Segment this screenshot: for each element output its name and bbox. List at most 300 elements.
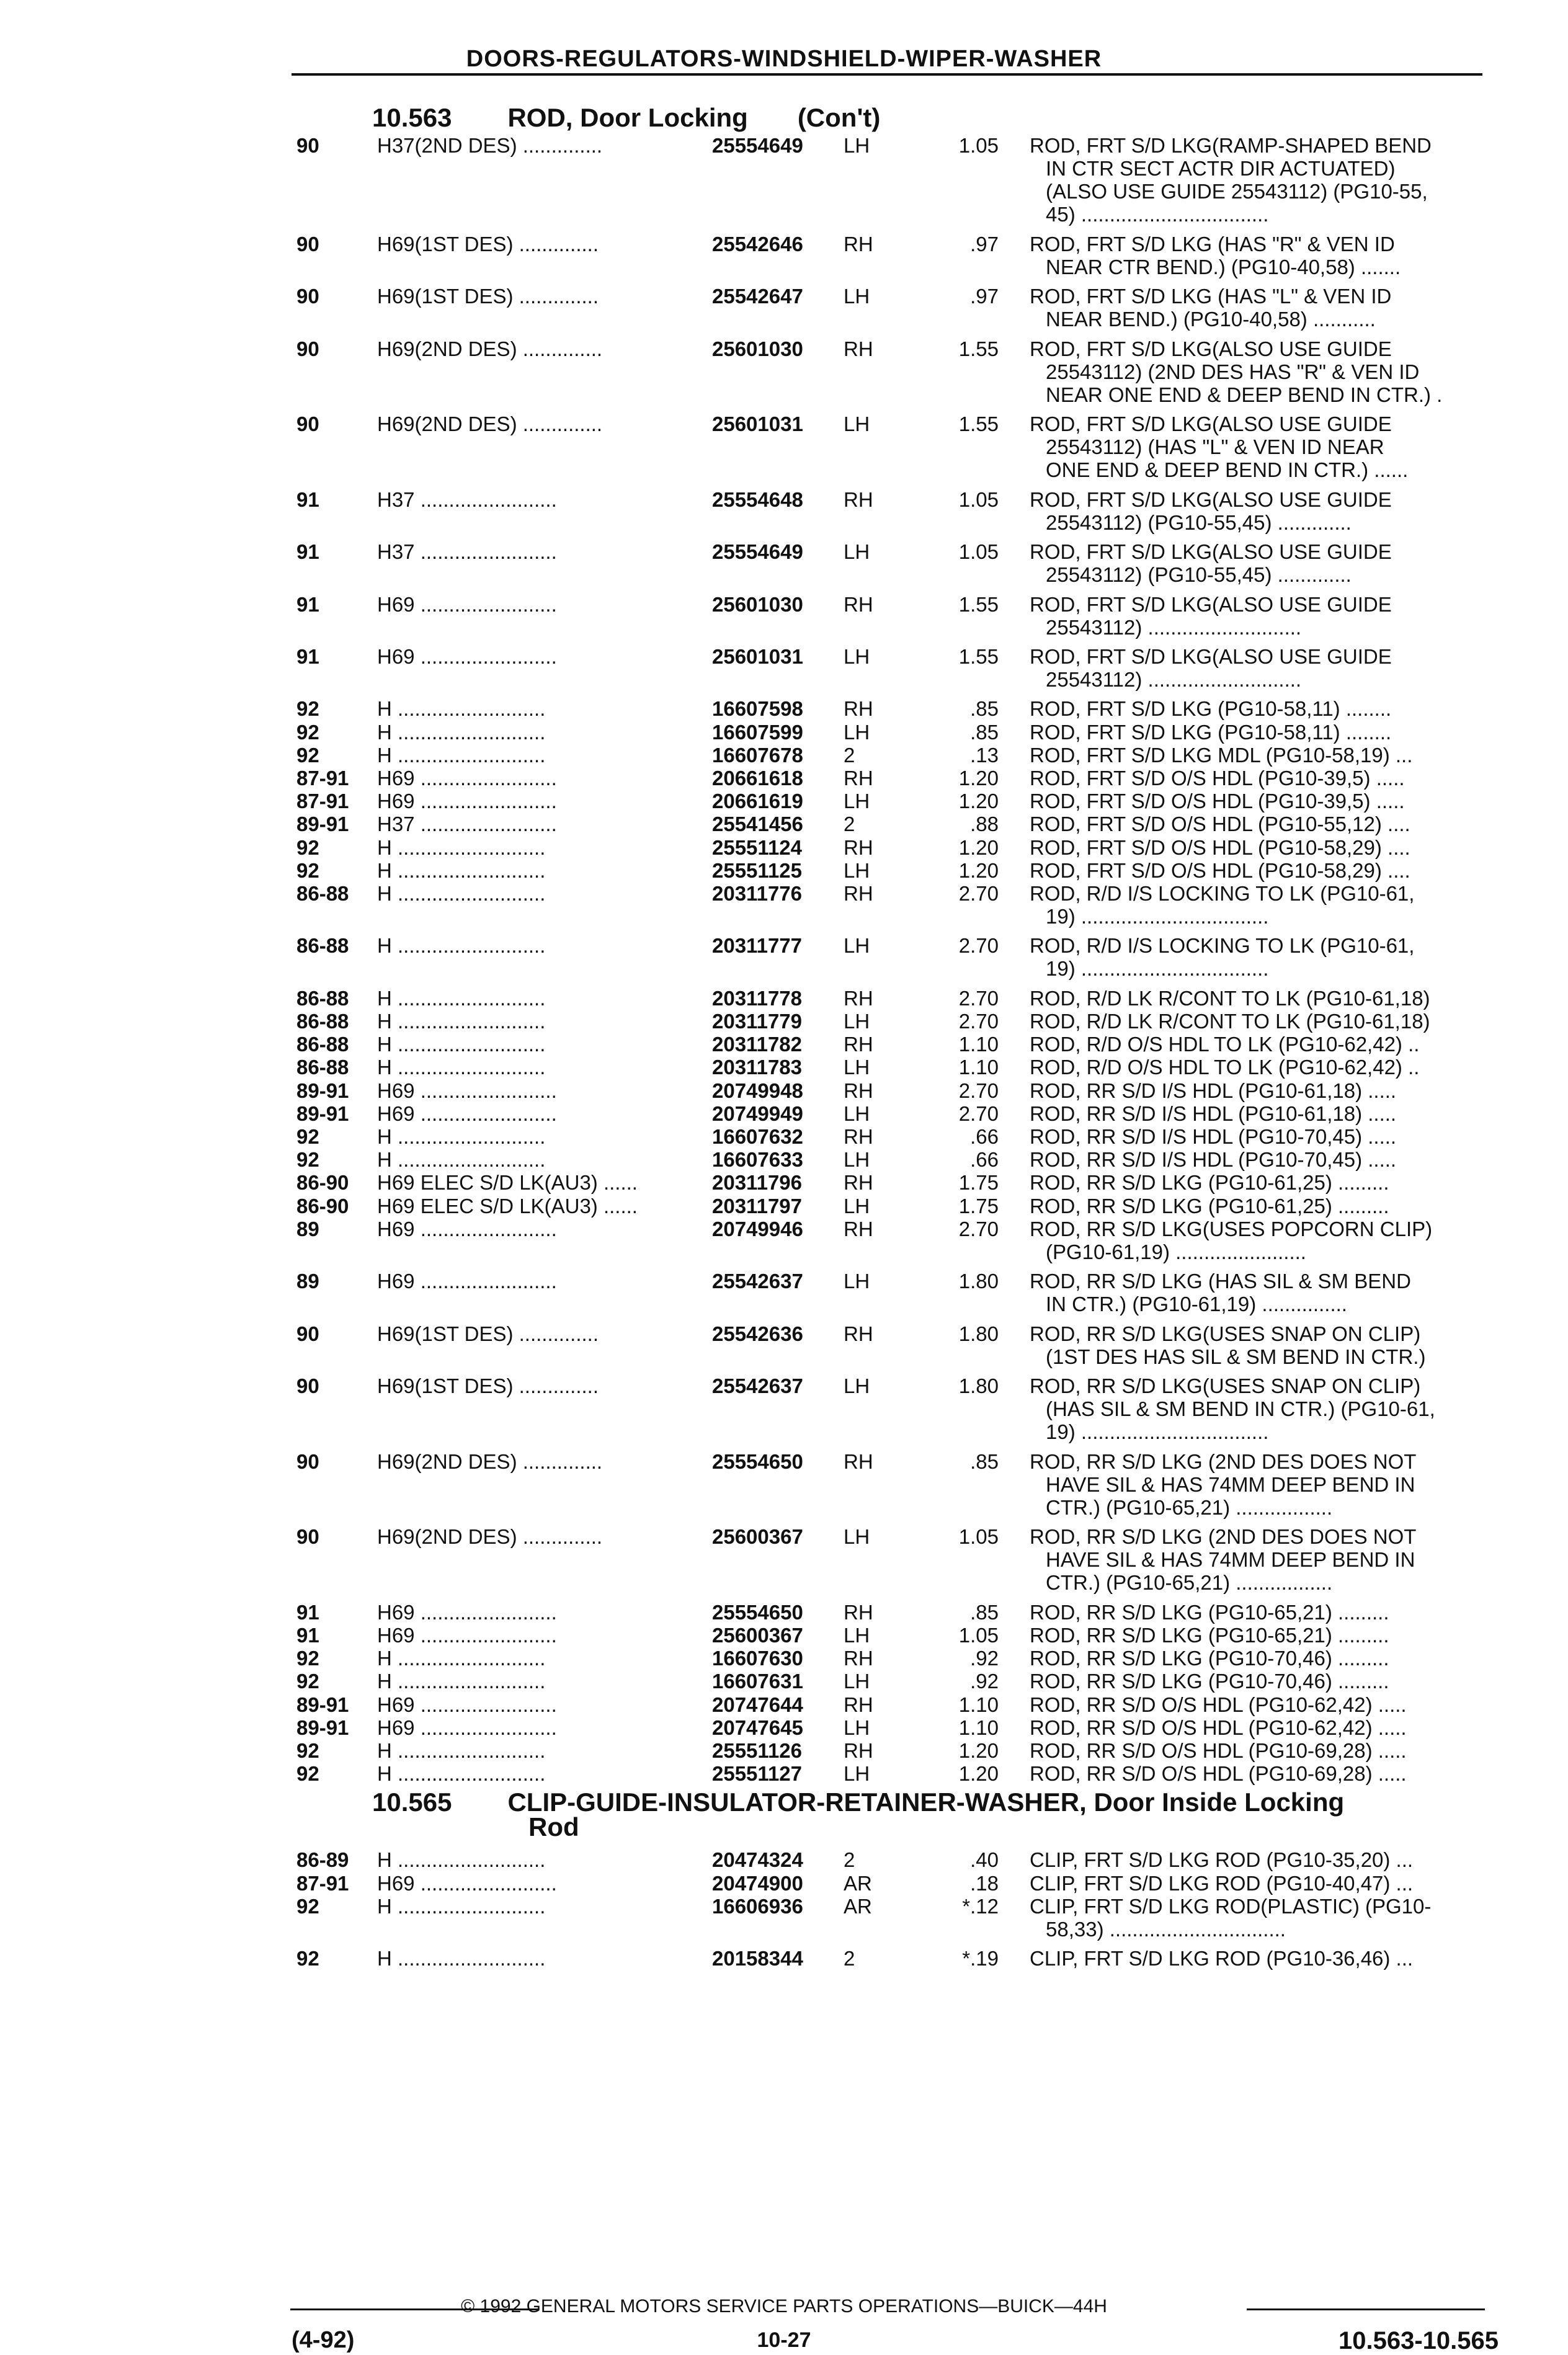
quantity: RH (844, 1125, 873, 1148)
part-description (1030, 1895, 1486, 1941)
body-model: H .......................... (377, 1848, 546, 1872)
quantity: LH (844, 1148, 870, 1172)
section-number: 10.563 (372, 103, 452, 132)
price: 2.70 (958, 986, 999, 1010)
description-line: ROD, RR S/D O/S HDL (PG10-69,28) ..... (1030, 1762, 1407, 1786)
body-model: H37 ........................ (377, 487, 557, 511)
body-model: H .......................... (377, 1739, 546, 1762)
price: .18 (970, 1871, 999, 1895)
body-model: H69 ........................ (377, 1270, 557, 1293)
description-line: ROD, RR S/D I/S HDL (PG10-61,18) ..... (1030, 1102, 1397, 1125)
model-year: 89-91 (296, 1102, 349, 1125)
body-model: H .......................... (377, 1125, 546, 1148)
description-line: ROD, FRT S/D LKG(RAMP-SHAPED BEND (1030, 134, 1432, 157)
quantity: RH (844, 1033, 873, 1056)
description-line: ROD, R/D LK R/CONT TO LK (PG10-61,18) (1030, 1010, 1430, 1033)
description-line: ROD, FRT S/D LKG (PG10-58,11) ........ (1030, 720, 1392, 744)
model-year: 92 (296, 1947, 319, 1970)
body-model: H .......................... (377, 1670, 546, 1693)
price: 2.70 (958, 1102, 999, 1125)
part-number: 25542637 (712, 1270, 803, 1293)
description-line: ROD, RR S/D LKG (PG10-70,46) ......... (1030, 1670, 1389, 1693)
part-description (1030, 540, 1486, 586)
part-description (1030, 1947, 1486, 1970)
part-description (1030, 1693, 1486, 1716)
body-model: H69 ........................ (377, 1716, 557, 1739)
price: 1.20 (958, 790, 999, 813)
part-number: 16606936 (712, 1894, 803, 1918)
price: .40 (970, 1848, 999, 1872)
body-model: H .......................... (377, 1947, 546, 1970)
part-description (1030, 1102, 1486, 1125)
description-line: CTR.) (PG10-65,21) ................. (1046, 1571, 1333, 1595)
body-model: H69 ........................ (377, 1624, 557, 1647)
part-number: 20474324 (712, 1848, 803, 1872)
model-year: 90 (296, 1525, 319, 1549)
description-line: ROD, RR S/D I/S HDL (PG10-70,45) ..... (1030, 1148, 1397, 1172)
body-model: H69 ........................ (377, 645, 557, 668)
price: 2.70 (958, 1217, 999, 1240)
part-number: 20749946 (712, 1217, 803, 1240)
part-description (1030, 1647, 1486, 1670)
part-description (1030, 836, 1486, 859)
quantity: LH (844, 1525, 870, 1549)
price: 2.70 (958, 882, 999, 905)
quantity: LH (844, 1374, 870, 1397)
quantity: LH (844, 1194, 870, 1218)
price: .85 (970, 720, 999, 744)
part-description (1030, 593, 1486, 639)
part-number: 20747644 (712, 1693, 803, 1716)
part-description (1030, 285, 1486, 331)
part-number: 25554648 (712, 487, 803, 511)
part-number: 25551125 (712, 858, 803, 882)
description-line: IN CTR.) (PG10-61,19) ............... (1046, 1293, 1347, 1316)
page-title: DOORS-REGULATORS-WINDSHIELD-WIPER-WASHER (466, 46, 1102, 72)
description-line: 25543112) (PG10-55,45) ............. (1046, 563, 1352, 587)
price: 1.20 (958, 835, 999, 859)
part-description (1030, 488, 1486, 534)
description-line: (HAS SIL & SM BEND IN CTR.) (PG10-61, (1046, 1397, 1435, 1420)
part-number: 25600367 (712, 1624, 803, 1647)
part-description (1030, 1171, 1486, 1194)
price: 1.05 (958, 134, 999, 157)
model-year: 92 (296, 1125, 319, 1148)
section-heading (372, 1789, 1344, 1816)
quantity: LH (844, 790, 870, 813)
price: 1.55 (958, 412, 999, 436)
part-description (1030, 721, 1486, 744)
part-number: 20311783 (712, 1056, 803, 1079)
part-number: 25541456 (712, 812, 803, 836)
model-year: 86-88 (296, 1033, 349, 1056)
model-year: 86-88 (296, 1010, 349, 1033)
description-line: NEAR ONE END & DEEP BEND IN CTR.) . (1046, 383, 1443, 406)
description-line: ROD, RR S/D LKG(USES POPCORN CLIP) (1030, 1217, 1433, 1240)
part-number: 20747645 (712, 1716, 803, 1739)
quantity: RH (844, 1171, 873, 1195)
model-year: 92 (296, 1148, 319, 1172)
description-line: HAVE SIL & HAS 74MM DEEP BEND IN (1046, 1548, 1415, 1572)
price: 2.70 (958, 1010, 999, 1033)
quantity: LH (844, 1270, 870, 1293)
quantity: RH (844, 1449, 873, 1473)
part-description (1030, 882, 1486, 928)
part-number: 16607633 (712, 1148, 803, 1172)
description-line: ROD, FRT S/D O/S HDL (PG10-58,29) .... (1030, 858, 1410, 882)
body-model: H69 ........................ (377, 790, 557, 813)
part-description (1030, 1450, 1486, 1519)
description-line: ROD, RR S/D LKG (PG10-61,25) ......... (1030, 1194, 1389, 1218)
body-model: H69(2ND DES) .............. (377, 337, 603, 360)
part-number: 20311777 (712, 934, 803, 958)
part-number: 20311782 (712, 1033, 803, 1056)
price: 1.20 (958, 1762, 999, 1786)
quantity: LH (844, 1670, 870, 1693)
model-year: 90 (296, 1322, 319, 1345)
quantity: LH (844, 412, 870, 436)
quantity: LH (844, 134, 870, 157)
body-model: H .......................... (377, 1762, 546, 1786)
body-model: H .......................... (377, 934, 546, 958)
model-year: 87-91 (296, 767, 349, 790)
part-description (1030, 1148, 1486, 1171)
description-line: (PG10-61,19) ....................... (1046, 1240, 1306, 1263)
model-year: 86-90 (296, 1194, 349, 1218)
body-model: H69(1ST DES) .............. (377, 1374, 599, 1397)
part-number: 25601030 (712, 592, 803, 616)
model-year: 91 (296, 1600, 319, 1624)
description-line: ROD, FRT S/D LKG(ALSO USE GUIDE (1030, 487, 1392, 511)
description-line: CLIP, FRT S/D LKG ROD (PG10-36,46) ... (1030, 1947, 1414, 1970)
price: 1.80 (958, 1322, 999, 1345)
model-year: 86-88 (296, 882, 349, 905)
body-model: H69 ........................ (377, 1693, 557, 1716)
part-description (1030, 790, 1486, 812)
body-model: H .......................... (377, 720, 546, 744)
price: .66 (970, 1125, 999, 1148)
model-year: 90 (296, 232, 319, 256)
quantity: RH (844, 835, 873, 859)
part-description (1030, 767, 1486, 790)
description-line: ROD, RR S/D I/S HDL (PG10-61,18) ..... (1030, 1079, 1397, 1102)
price: 1.80 (958, 1270, 999, 1293)
part-description (1030, 134, 1486, 226)
quantity: LH (844, 540, 870, 564)
part-description (1030, 934, 1486, 980)
description-line: 19) ................................. (1046, 905, 1269, 928)
part-number: 16607599 (712, 720, 803, 744)
quantity: AR (844, 1894, 872, 1918)
body-model: H .......................... (377, 1647, 546, 1670)
description-line: ROD, RR S/D LKG (2ND DES DOES NOT (1030, 1525, 1417, 1549)
body-model: H69(1ST DES) .............. (377, 1322, 599, 1345)
model-year: 89 (296, 1217, 319, 1240)
part-description (1030, 233, 1486, 278)
part-number: 25554650 (712, 1449, 803, 1473)
price: 1.75 (958, 1171, 999, 1195)
quantity: 2 (844, 743, 855, 767)
description-line: 19) ................................. (1046, 1420, 1269, 1443)
price: *.12 (962, 1894, 999, 1918)
model-year: 92 (296, 1647, 319, 1670)
part-description (1030, 1270, 1486, 1316)
part-description (1030, 1716, 1486, 1739)
part-number: 25554649 (712, 134, 803, 157)
quantity: RH (844, 697, 873, 721)
section-heading (372, 104, 880, 131)
description-line: (ALSO USE GUIDE 25543112) (PG10-55, (1046, 180, 1428, 203)
model-year: 92 (296, 743, 319, 767)
quantity: LH (844, 1056, 870, 1079)
part-number: 20749949 (712, 1102, 803, 1125)
body-model: H .......................... (377, 1033, 546, 1056)
part-description (1030, 1872, 1486, 1895)
model-year: 92 (296, 1762, 319, 1786)
part-number: 16607631 (712, 1670, 803, 1693)
price: .66 (970, 1148, 999, 1172)
part-number: 20474900 (712, 1871, 803, 1895)
quantity: LH (844, 285, 870, 308)
description-line: ROD, RR S/D LKG (PG10-61,25) ......... (1030, 1171, 1389, 1195)
body-model: H69 ........................ (377, 767, 557, 790)
body-model: H .......................... (377, 1056, 546, 1079)
description-line: ROD, FRT S/D LKG (HAS "L" & VEN ID (1030, 285, 1392, 308)
quantity: RH (844, 882, 873, 905)
description-line: ROD, FRT S/D LKG (HAS "R" & VEN ID (1030, 232, 1395, 256)
part-number: 25542647 (712, 285, 803, 308)
part-number: 25600367 (712, 1525, 803, 1549)
part-number: 20311796 (712, 1171, 803, 1195)
quantity: LH (844, 934, 870, 958)
price: 1.05 (958, 487, 999, 511)
quantity: RH (844, 487, 873, 511)
section-number: 10.565 (372, 1787, 452, 1817)
model-year: 91 (296, 540, 319, 564)
part-number: 20311778 (712, 986, 803, 1010)
body-model: H69(2ND DES) .............. (377, 412, 603, 436)
footer-date: (4-92) (292, 2327, 355, 2353)
part-number: 20311779 (712, 1010, 803, 1033)
quantity: LH (844, 645, 870, 668)
model-year: 92 (296, 835, 319, 859)
price: 1.20 (958, 858, 999, 882)
part-description (1030, 1056, 1486, 1079)
model-year: 92 (296, 1739, 319, 1762)
body-model: H .......................... (377, 743, 546, 767)
body-model: H .......................... (377, 1894, 546, 1918)
price: 1.05 (958, 1624, 999, 1647)
model-year: 90 (296, 1374, 319, 1397)
description-line: 25543112) (2ND DES HAS "R" & VEN ID (1046, 360, 1420, 383)
description-line: ROD, R/D I/S LOCKING TO LK (PG10-61, (1030, 882, 1415, 905)
description-line: ROD, FRT S/D LKG MDL (PG10-58,19) ... (1030, 743, 1413, 767)
quantity: AR (844, 1871, 872, 1895)
price: 1.10 (958, 1693, 999, 1716)
part-description (1030, 812, 1486, 835)
part-number: 25542646 (712, 232, 803, 256)
part-number: 20661618 (712, 767, 803, 790)
part-description (1030, 1195, 1486, 1218)
price: .85 (970, 1449, 999, 1473)
description-line: NEAR BEND.) (PG10-40,58) ........... (1046, 308, 1376, 331)
quantity: LH (844, 1102, 870, 1125)
quantity: 2 (844, 1848, 855, 1872)
part-number: 25551127 (712, 1762, 803, 1786)
part-number: 25601031 (712, 412, 803, 436)
model-year: 91 (296, 1624, 319, 1647)
body-model: H .......................... (377, 835, 546, 859)
quantity: RH (844, 1217, 873, 1240)
part-description (1030, 1374, 1486, 1443)
part-description (1030, 859, 1486, 882)
price: 1.10 (958, 1056, 999, 1079)
quantity: LH (844, 1762, 870, 1786)
description-line: ROD, RR S/D LKG (PG10-65,21) ......... (1030, 1600, 1389, 1624)
part-number: 20311776 (712, 882, 803, 905)
price: 1.05 (958, 1525, 999, 1549)
description-line: (1ST DES HAS SIL & SM BEND IN CTR.) (1046, 1345, 1426, 1368)
description-line: ROD, RR S/D O/S HDL (PG10-62,42) ..... (1030, 1693, 1407, 1716)
model-year: 89-91 (296, 1716, 349, 1739)
quantity: RH (844, 1079, 873, 1102)
body-model: H69 ........................ (377, 1871, 557, 1895)
part-description (1030, 645, 1486, 691)
model-year: 86-88 (296, 934, 349, 958)
part-number: 25554650 (712, 1600, 803, 1624)
description-line: CLIP, FRT S/D LKG ROD(PLASTIC) (PG10- (1030, 1894, 1432, 1918)
description-line: 45) ................................. (1046, 203, 1269, 226)
model-year: 86-89 (296, 1848, 349, 1872)
model-year: 89 (296, 1270, 319, 1293)
price: .97 (970, 285, 999, 308)
part-description (1030, 1624, 1486, 1647)
description-line: CLIP, FRT S/D LKG ROD (PG10-35,20) ... (1030, 1848, 1414, 1872)
part-description (1030, 412, 1486, 481)
description-line: ROD, RR S/D O/S HDL (PG10-62,42) ..... (1030, 1716, 1407, 1739)
price: 1.55 (958, 645, 999, 668)
description-line: ROD, FRT S/D O/S HDL (PG10-58,29) .... (1030, 835, 1410, 859)
header-divider (292, 73, 1482, 76)
quantity: RH (844, 1600, 873, 1624)
part-description (1030, 1739, 1486, 1762)
description-line: ROD, RR S/D LKG(USES SNAP ON CLIP) (1030, 1322, 1421, 1345)
model-year: 87-91 (296, 790, 349, 813)
model-year: 92 (296, 1670, 319, 1693)
description-line: ROD, R/D I/S LOCKING TO LK (PG10-61, (1030, 934, 1415, 958)
model-year: 89-91 (296, 1079, 349, 1102)
price: 1.20 (958, 1739, 999, 1762)
quantity: LH (844, 1716, 870, 1739)
price: .97 (970, 232, 999, 256)
copyright-notice: © 1992 GENERAL MOTORS SERVICE PARTS OPERATIONS—BUICK—44H (461, 2296, 1107, 2317)
price: 1.55 (958, 337, 999, 360)
body-model: H37(2ND DES) .............. (377, 134, 603, 157)
description-line: HAVE SIL & HAS 74MM DEEP BEND IN (1046, 1472, 1415, 1496)
part-number: 25542636 (712, 1322, 803, 1345)
body-model: H69(1ST DES) .............. (377, 285, 599, 308)
part-description (1030, 1125, 1486, 1148)
quantity: RH (844, 986, 873, 1010)
body-model: H .......................... (377, 1148, 546, 1172)
part-description (1030, 744, 1486, 767)
price: 1.75 (958, 1194, 999, 1218)
model-year: 91 (296, 592, 319, 616)
section-continued-label: (Con't) (797, 103, 881, 132)
description-line: ROD, RR S/D LKG (PG10-65,21) ......... (1030, 1624, 1389, 1647)
part-description (1030, 1218, 1486, 1263)
part-description (1030, 337, 1486, 406)
description-line: ONE END & DEEP BEND IN CTR.) ...... (1046, 458, 1409, 482)
description-line: 58,33) ............................... (1046, 1917, 1286, 1941)
body-model: H .......................... (377, 1010, 546, 1033)
price: .92 (970, 1647, 999, 1670)
quantity: RH (844, 1739, 873, 1762)
description-line: ROD, FRT S/D O/S HDL (PG10-55,12) .... (1030, 812, 1410, 836)
model-year: 90 (296, 412, 319, 436)
part-number: 20158344 (712, 1947, 803, 1970)
price: .85 (970, 697, 999, 721)
description-line: 19) ................................. (1046, 957, 1269, 981)
price: 1.20 (958, 767, 999, 790)
quantity: RH (844, 337, 873, 360)
description-line: 25543112) (HAS "L" & VEN ID NEAR (1046, 435, 1384, 459)
part-number: 16607678 (712, 743, 803, 767)
quantity: RH (844, 592, 873, 616)
price: 2.70 (958, 934, 999, 958)
section-title-continuation: Rod (528, 1812, 579, 1842)
quantity: LH (844, 1010, 870, 1033)
body-model: H .......................... (377, 858, 546, 882)
model-year: 86-88 (296, 986, 349, 1010)
model-year: 89-91 (296, 812, 349, 836)
description-line: ROD, FRT S/D LKG(ALSO USE GUIDE (1030, 412, 1392, 436)
part-number: 25551124 (712, 835, 803, 859)
part-number: 25554649 (712, 540, 803, 564)
description-line: ROD, R/D O/S HDL TO LK (PG10-62,42) .. (1030, 1033, 1420, 1056)
description-line: NEAR CTR BEND.) (PG10-40,58) ....... (1046, 255, 1401, 278)
model-year: 91 (296, 645, 319, 668)
quantity: 2 (844, 1947, 855, 1970)
body-model: H69 ........................ (377, 1600, 557, 1624)
price: 1.55 (958, 592, 999, 616)
part-number: 16607632 (712, 1125, 803, 1148)
description-line: ROD, RR S/D O/S HDL (PG10-69,28) ..... (1030, 1739, 1407, 1762)
quantity: RH (844, 1322, 873, 1345)
part-description (1030, 1079, 1486, 1102)
description-line: ROD, R/D LK R/CONT TO LK (PG10-61,18) (1030, 986, 1430, 1010)
body-model: H69(2ND DES) .............. (377, 1525, 603, 1549)
quantity: LH (844, 858, 870, 882)
part-description (1030, 1033, 1486, 1056)
part-description (1030, 1010, 1486, 1033)
part-number: 25551126 (712, 1739, 803, 1762)
body-model: H69 ........................ (377, 1217, 557, 1240)
description-line: ROD, FRT S/D LKG(ALSO USE GUIDE (1030, 540, 1392, 564)
part-number: 25601031 (712, 645, 803, 668)
body-model: H37 ........................ (377, 812, 557, 836)
page-number: 10-27 (757, 2328, 811, 2352)
part-description (1030, 1762, 1486, 1785)
quantity: RH (844, 1693, 873, 1716)
part-description (1030, 697, 1486, 720)
price: .85 (970, 1600, 999, 1624)
section-title: ROD, Door Locking (507, 103, 748, 132)
part-number: 25542637 (712, 1374, 803, 1397)
part-description (1030, 1322, 1486, 1368)
model-year: 92 (296, 697, 319, 721)
part-number: 20749948 (712, 1079, 803, 1102)
